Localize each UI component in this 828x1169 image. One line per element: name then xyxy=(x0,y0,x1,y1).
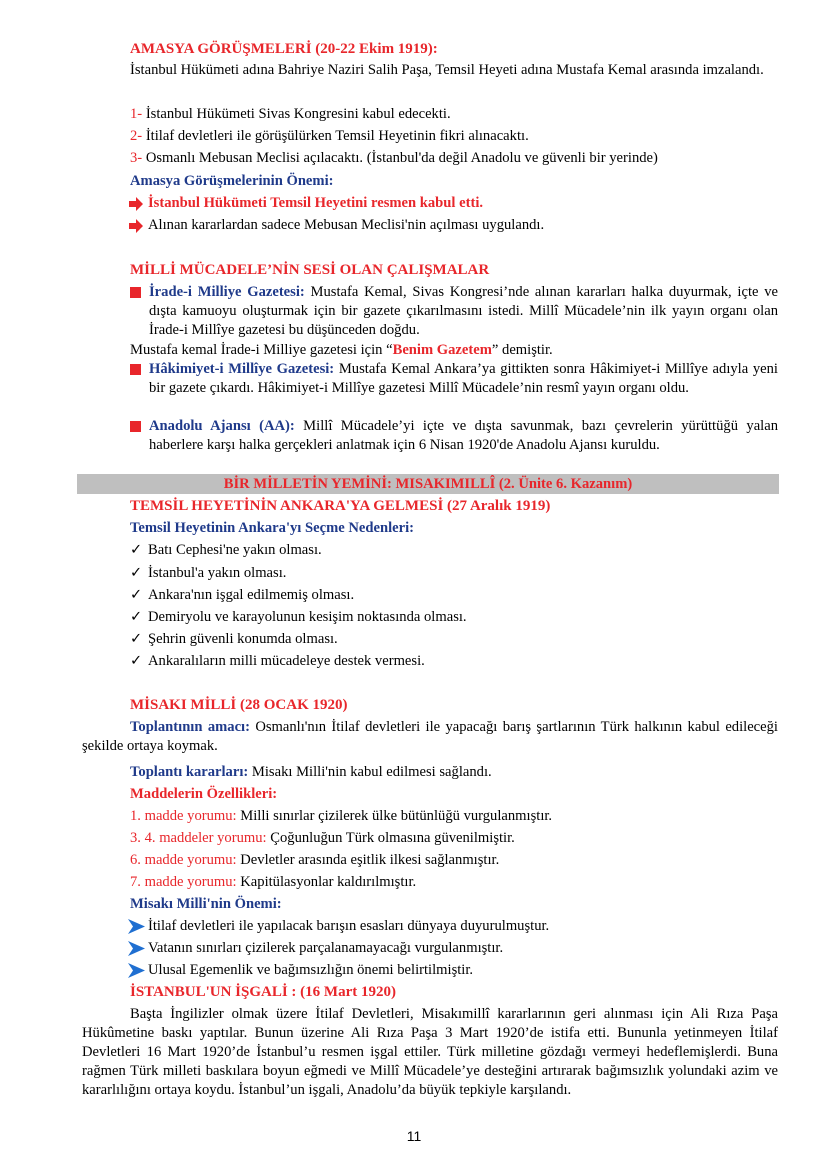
chevron-right-icon xyxy=(128,917,145,936)
square-bullet-icon xyxy=(130,287,141,298)
item-text: İstanbul Hükümeti Sivas Kongresini kabul edecekti. xyxy=(142,106,451,122)
reason-item: ✓ İstanbul'a yakın olması. xyxy=(130,565,287,581)
reason-item: ✓ Ankaralıların milli mücadeleye destek vermesi. xyxy=(130,653,425,669)
document-page: AMASYA GÖRÜŞMELERİ (20-22 Ekim 1919): İstanbul Hükümeti adına Bahriye Naziri Salih Paşa, Temsil Heyeti adına Mustafa Kemal arasında imzalandı. 1- İstanbul Hükümeti Sivas Kongresini kabul edecekti. 2- İtilaf devletleri ile görüşülürken Temsil Heyetinin fikri alınacaktı. 3- Osmanlı Mebusan Meclisi açılacaktı. (İstanbul'da değil Anadolu ve güvenli bir yerinde) Amasya Görüşmelerinin Önemi: İstanbul Hükümeti Temsil Heyetini resmen kabul etti. Alınan kararlardan sadece Mebusan Meclisi'nin açılması uygulandı. MİLLİ MÜCADELE’NİN SESİ OLAN ÇALIŞMALAR İrade-i Milliye Gazetesi: Mustafa Kemal, Sivas Kongresi’nde alınan kararları halka duyurmak, içte ve dışta kamuoyu oluşturmak için bir gazete çıkarılmasını istedi. Millî Mücadele’nin ilk yayın organı olan İrade-i Millîye gazetesi bu düşünceden doğdu. Mustafa kemal İrade-i Milliye gazetesi için “Benim Gazetem” demiştir. Hâkimiyet-i Millîye Gazetesi: Mustafa Kemal Ankara’ya gittikten sonra Hâkimiyet-i Millîye adıyla yeni bir gazete çıkardı. Hâkimiyet-i Millîye gazetesi Millî Mücadele’nin resmî yayın organı oldu. Anadolu Ajansı (AA): Millî Mücadele’yi içte ve dışta savunmak, bazı çevrelerin yürüttüğü yalan haberlere karşı halka gerçekleri anlatmak için 6 Nisan 1920'de Anadolu Ajansı kuruldu. BİR MİLLETİN YEMİNİ: MISAKIMILLÎ (2. Ünite 6. Kazanım) TEMSİL HEYETİNİN ANKARA'YA GELMESİ (27 Aralık 1919) Temsil Heyetinin Ankara'yı Seçme Nedenleri: ✓ Batı Cephesi'ne yakın olması. ✓ İstanbul'a yakın olması. ✓ Ankara'nın işgal edilmemiş olması. ✓ Demiryolu ve karayolunun kesişim noktasında olması. ✓ Şehrin güvenli konumda olması. ✓ Ankaralıların milli mücadeleye destek vermesi. MİSAKI MİLLİ (28 OCAK 1920) Toplantının amacı: Osmanlı'nın İtilaf devletleri ile yapacağı barış şartlarının Türk halkının kabul edileceği şekilde ortaya koymak. Toplantı kararları: Misakı Milli'nin kabul edilmesi sağlandı. Maddelerin Özellikleri: 1. madde yorumu: Milli sınırlar çizilerek ülke bütünlüğü vurgulanmıştır. 3. 4. maddeler yorumu: Çoğunluğun Türk olmasına güvenilmiştir. 6. madde yorumu: Devletler arasında eşitlik ilkesi sağlanmıştır. 7. madde yorumu: Kapitülasyonlar kaldırılmıştır. Misakı Milli'nin Önemi: İtilaf devletleri ile yapılacak barışın esasları dünyaya duyurulmuştur. Vatanın sınırları çizilerek parçalanamayacağı vurgulanmıştır. Ulusal Egemenlik ve bağımsızlığın önemi belirtilmiştir. İSTANBUL'UN İŞGALİ : (16 Mart 1920) Başta İngilizler olmak üzere İtilaf Devletleri, Misakımillî kararlarının geri alınması için Ali Rıza Paşa Hükûmetine baskı yaptılar. Bunun üzerine Ali Rıza Paşa 3 Mart 1920’de istifa etti. Bununla yetinmeyen İtilaf Devletleri 16 Mart 1920’de İstanbul’u resmen işgal ettiler. Türk milletine gözdağı vermeyi hedeflemişlerdi. Buna rağmen Türk milleti baskılara boyun eğmedi ve Millî Mücadele’ye desteğini artırarak bağımsızlık yolundaki azim ve kararlılığını ortaya koydu. İstanbul’un işgali, Anadolu’da büyük tepkiyle karşılandı. 11 xyxy=(0,0,828,1169)
amasya-title: AMASYA GÖRÜŞMELERİ (20-22 Ekim 1919): xyxy=(130,41,438,57)
check-icon: ✓ xyxy=(130,542,143,558)
chevron-right-icon xyxy=(128,961,145,980)
amasya-item-1 xyxy=(130,105,451,124)
item-text: Osmanlı Mebusan Meclisi açılacaktı. (İstanbul'da değil Anadolu ve güvenli bir yerinde) xyxy=(142,150,658,166)
arrow-right-icon xyxy=(128,216,144,235)
misak-decisions: Toplantı kararları: Misakı Milli'nin kabul edilmesi sağlandı. xyxy=(130,764,492,780)
milli-ses-title: MİLLİ MÜCADELE’NİN SESİ OLAN ÇALIŞMALAR xyxy=(130,262,490,278)
reason-item: ✓ Ankara'nın işgal edilmemiş olması. xyxy=(130,587,355,603)
misak-features-heading: Maddelerin Özellikleri: xyxy=(130,786,278,802)
item-number: 3- xyxy=(130,150,143,166)
amasya-importance-heading: Amasya Görüşmelerinin Önemi: xyxy=(130,173,334,189)
check-icon: ✓ xyxy=(130,565,143,581)
feature-item: 7. madde yorumu: Kapitülasyonlar kaldırılmıştır. xyxy=(130,874,417,890)
item-text: İtilaf devletleri ile görüşülürken Temsil Heyetinin fikri alınacaktı. xyxy=(142,128,529,144)
benim-gazetem-line: Mustafa kemal İrade-i Milliye gazetesi için “Benim Gazetem” demiştir. xyxy=(130,342,553,358)
misak-importance-heading: Misakı Milli'nin Önemi: xyxy=(130,896,282,912)
amasya-item-3 xyxy=(130,149,658,168)
arrow-right-icon xyxy=(128,194,144,213)
section-banner: BİR MİLLETİN YEMİNİ: MISAKIMILLÎ (2. Ünite 6. Kazanım) xyxy=(77,474,779,494)
page-number: 11 xyxy=(406,1128,422,1144)
item-number: 1- xyxy=(130,106,143,122)
amasya-item-2 xyxy=(130,127,529,146)
feature-item: 1. madde yorumu: Milli sınırlar çizilerek ülke bütünlüğü vurgulanmıştır. xyxy=(130,808,553,824)
reason-item: ✓ Demiryolu ve karayolunun kesişim noktasında olması. xyxy=(130,609,467,625)
square-bullet-icon xyxy=(130,364,141,375)
misak-title: MİSAKI MİLLİ (28 OCAK 1920) xyxy=(130,697,348,713)
ankara-title: TEMSİL HEYETİNİN ANKARA'YA GELMESİ (27 Aralık 1919) xyxy=(130,498,551,514)
item-number: 2- xyxy=(130,128,143,144)
ankara-reasons-heading: Temsil Heyetinin Ankara'yı Seçme Nedenleri: xyxy=(130,520,415,536)
istanbul-title: İSTANBUL'UN İŞGALİ : (16 Mart 1920) xyxy=(130,984,396,1000)
istanbul-paragraph: Başta İngilizler olmak üzere İtilaf Devletleri, Misakımillî kararlarının geri alınması için Ali Rıza Paşa Hükûmetine baskı yaptılar. Bunun üzerine Ali Rıza Paşa 3 Mart 1920’de istifa etti. Bununla yetinmeyen İtilaf Devletleri 16 Mart 1920’de İstanbul’u resmen işgal ettiler. Türk milletine gözdağı vermeyi hedeflemişlerdi. Buna rağmen Türk milleti baskılara boyun eğmedi ve Millî Mücadele’ye desteğini artırarak bağımsızlık yolundaki azim ve kararlılığını ortaya koydu. İstanbul’un işgali, Anadolu’da büyük tepkiyle karşılandı. xyxy=(82,1006,778,1098)
reason-item: ✓ Batı Cephesi'ne yakın olması. xyxy=(130,542,322,558)
aa-item: Anadolu Ajansı (AA): Millî Mücadele’yi içte ve dışta savunmak, bazı çevrelerin yürüttüğü yalan haberlere karşı halka gerçekleri anlatmak için 6 Nisan 1920'de Anadolu Ajansı kuruldu. xyxy=(130,417,778,455)
amasya-intro: İstanbul Hükümeti adına Bahriye Naziri Salih Paşa, Temsil Heyeti adına Mustafa Kemal arasında imzalandı. xyxy=(130,62,764,78)
reason-item: ✓ Şehrin güvenli konumda olması. xyxy=(130,631,338,647)
check-icon: ✓ xyxy=(130,631,143,647)
feature-item: 6. madde yorumu: Devletler arasında eşitlik ilkesi sağlanmıştır. xyxy=(130,852,500,868)
check-icon: ✓ xyxy=(130,653,143,669)
feature-item: 3. 4. maddeler yorumu: Çoğunluğun Türk olmasına güvenilmiştir. xyxy=(130,830,515,846)
check-icon: ✓ xyxy=(130,587,143,603)
chevron-right-icon xyxy=(128,939,145,958)
check-icon: ✓ xyxy=(130,609,143,625)
square-bullet-icon xyxy=(130,421,141,432)
hakimiyet-item: Hâkimiyet-i Millîye Gazetesi: Mustafa Kemal Ankara’ya gittikten sonra Hâkimiyet-i Millîye adıyla yeni bir gazete çıkardı. Hâkimiyet-i Millîye gazetesi Millî Mücadele’nin resmî yayın organı oldu. xyxy=(130,360,778,398)
misak-purpose: Toplantının amacı: Osmanlı'nın İtilaf devletleri ile yapacağı barış şartlarının Türk halkının kabul edileceği şekilde ortaya koymak. xyxy=(82,719,778,754)
irade-item: İrade-i Milliye Gazetesi: Mustafa Kemal, Sivas Kongresi’nde alınan kararları halka duyurmak, içte ve dışta kamuoyu oluşturmak için bir gazete çıkarılmasını istedi. Millî Mücadele’nin ilk yayın organı olan İrade-i Millîye gazetesi bu düşünceden doğdu. xyxy=(130,283,778,340)
